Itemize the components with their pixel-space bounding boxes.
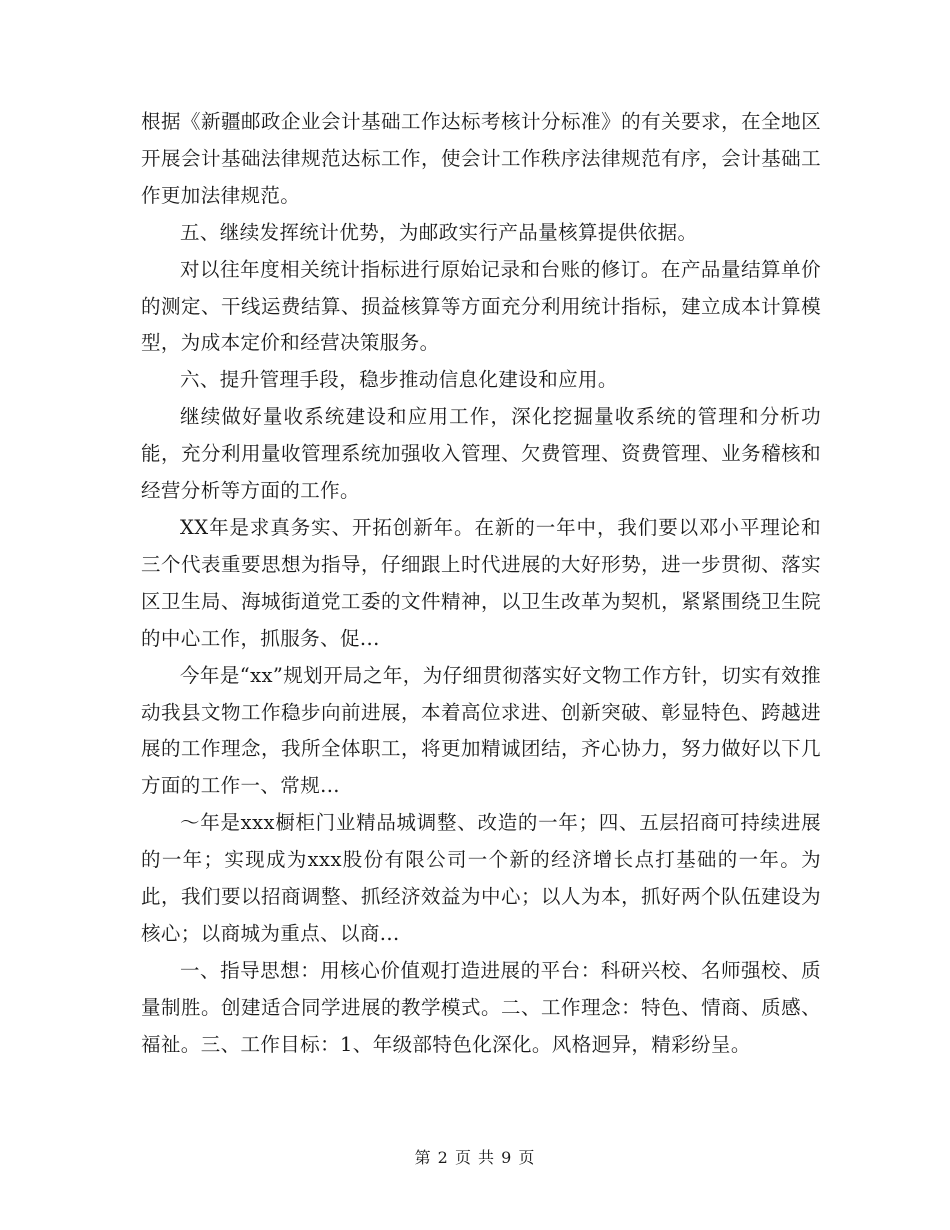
heading-informatization: 六、提升管理手段，稳步推动信息化建设和应用。 bbox=[180, 368, 618, 392]
document-body bbox=[141, 104, 821, 1064]
paragraph-school-guidance: 一、指导思想：用核心价值观打造进展的平台：科研兴校、名师强校、质量制胜。创建适合同学进展的教学模式。二、工作理念：特色、情商、质感、福祉。三、工作目标：1、年级部特色化深化。风格迥异，精彩纷呈。 bbox=[141, 958, 821, 1056]
paragraph-statistics: 对以往年度相关统计指标进行原始记录和台账的修订。在产品量结算单价的测定、干线运费结算、损益核算等方面充分利用统计指标，建立成本计算模型，为成本定价和经营决策服务。 bbox=[141, 257, 821, 355]
paragraph-accounting-standard: 根据《新疆邮政企业会计基础工作达标考核计分标准》的有关要求，在全地区开展会计基础法律规范达标工作，使会计工作秩序法律规范有序，会计基础工作更加法律规范。 bbox=[141, 110, 821, 207]
heading-statistics: 五、继续发挥统计优势，为邮政实行产品量核算提供依据。 bbox=[180, 220, 698, 244]
paragraph-cultural-relics: 今年是“xx”规划开局之年，为仔细贯彻落实好文物工作方针，切实有效推动我县文物工作稳步向前进展，本着高位求进、创新突破、彰显特色、跨越进展的工作理念，我所全体职工，将更加精诚团结，齐心协力，努力做好以下几方面的工作一、常规... bbox=[141, 663, 821, 798]
paragraph-cabinet-mall: ～年是xxx橱柜门业精品城调整、改造的一年；四、五层招商可持续进展的一年；实现成为xxx股份有限公司一个新的经济增长点打基础的一年。为此，我们要以招商调整、抓经济效益为中心；以人为本，抓好两个队伍建设为核心；以商城为重点、以商... bbox=[141, 811, 821, 945]
paragraph-informatization: 继续做好量收系统建设和应用工作，深化挖掘量收系统的管理和分析功能，充分利用量收管理系统加强收入管理、欠费管理、资费管理、业务稽核和经营分析等方面的工作。 bbox=[141, 405, 821, 503]
paragraph-health-center: XX年是求真务实、开拓创新年。在新的一年中，我们要以邓小平理论和三个代表重要思想为指导，仔细跟上时代进展的大好形势，进一步贯彻、落实区卫生局、海城街道党工委的文件精神，以卫生改革为契机，紧紧围绕卫生院的中心工作，抓服务、促... bbox=[141, 515, 821, 650]
page-number-footer: 第 2 页 共 9 页 bbox=[414, 1148, 536, 1167]
